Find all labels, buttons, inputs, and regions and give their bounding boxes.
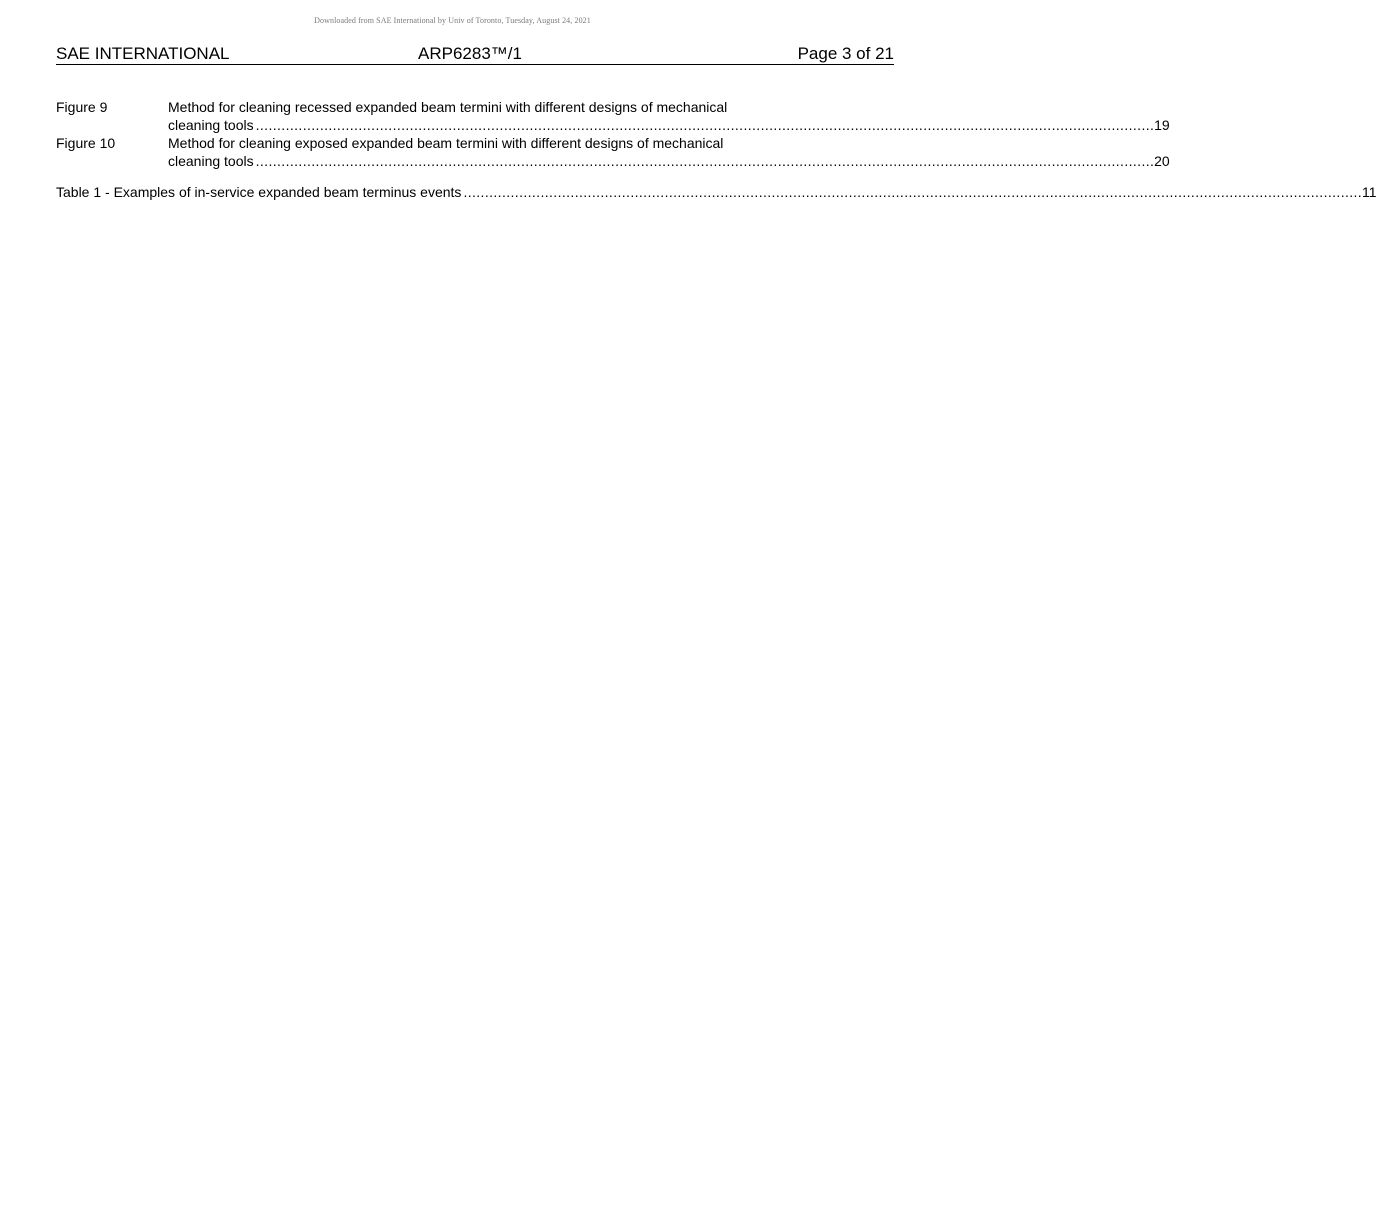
figure-page-number: 20 [1154, 153, 1170, 169]
figure-entry-body [168, 98, 1170, 134]
dot-leader [256, 116, 1153, 134]
table-title: Table 1 - Examples of in-service expanded beam terminus events [56, 184, 462, 200]
figure-title-continuation: cleaning tools [168, 117, 254, 133]
toc-entry-figure-10[interactable] [56, 134, 1170, 170]
dot-leader [256, 152, 1153, 170]
toc-entry-figure-9[interactable] [56, 98, 1170, 134]
figure-leader-line [168, 152, 1170, 170]
figure-label: Figure 9 [56, 99, 108, 115]
figure-leader-line [168, 116, 1170, 134]
figure-entry-body [168, 134, 1170, 170]
header-document-number: ARP6283™/1 [418, 44, 522, 63]
header-organization: SAE INTERNATIONAL [56, 44, 230, 63]
running-header [56, 44, 894, 65]
figure-label: Figure 10 [56, 135, 116, 151]
figure-title-line: Method for cleaning recessed expanded beam termini with different designs of mechanical [168, 99, 728, 115]
dot-leader [463, 183, 1360, 201]
toc-entry-table-1[interactable] [56, 183, 1377, 201]
figure-title-continuation: cleaning tools [168, 153, 254, 169]
figure-title-line: Method for cleaning exposed expanded beam termini with different designs of mechanical [168, 135, 724, 151]
download-watermark-note: Downloaded from SAE International by Univ of Toronto, Tuesday, August 24, 2021 [314, 16, 591, 25]
header-page-number: Page 3 of 21 [797, 44, 894, 63]
table-page-number: 11 [1361, 184, 1377, 200]
figure-page-number: 19 [1154, 117, 1170, 133]
list-of-figures-and-tables [56, 98, 1377, 201]
